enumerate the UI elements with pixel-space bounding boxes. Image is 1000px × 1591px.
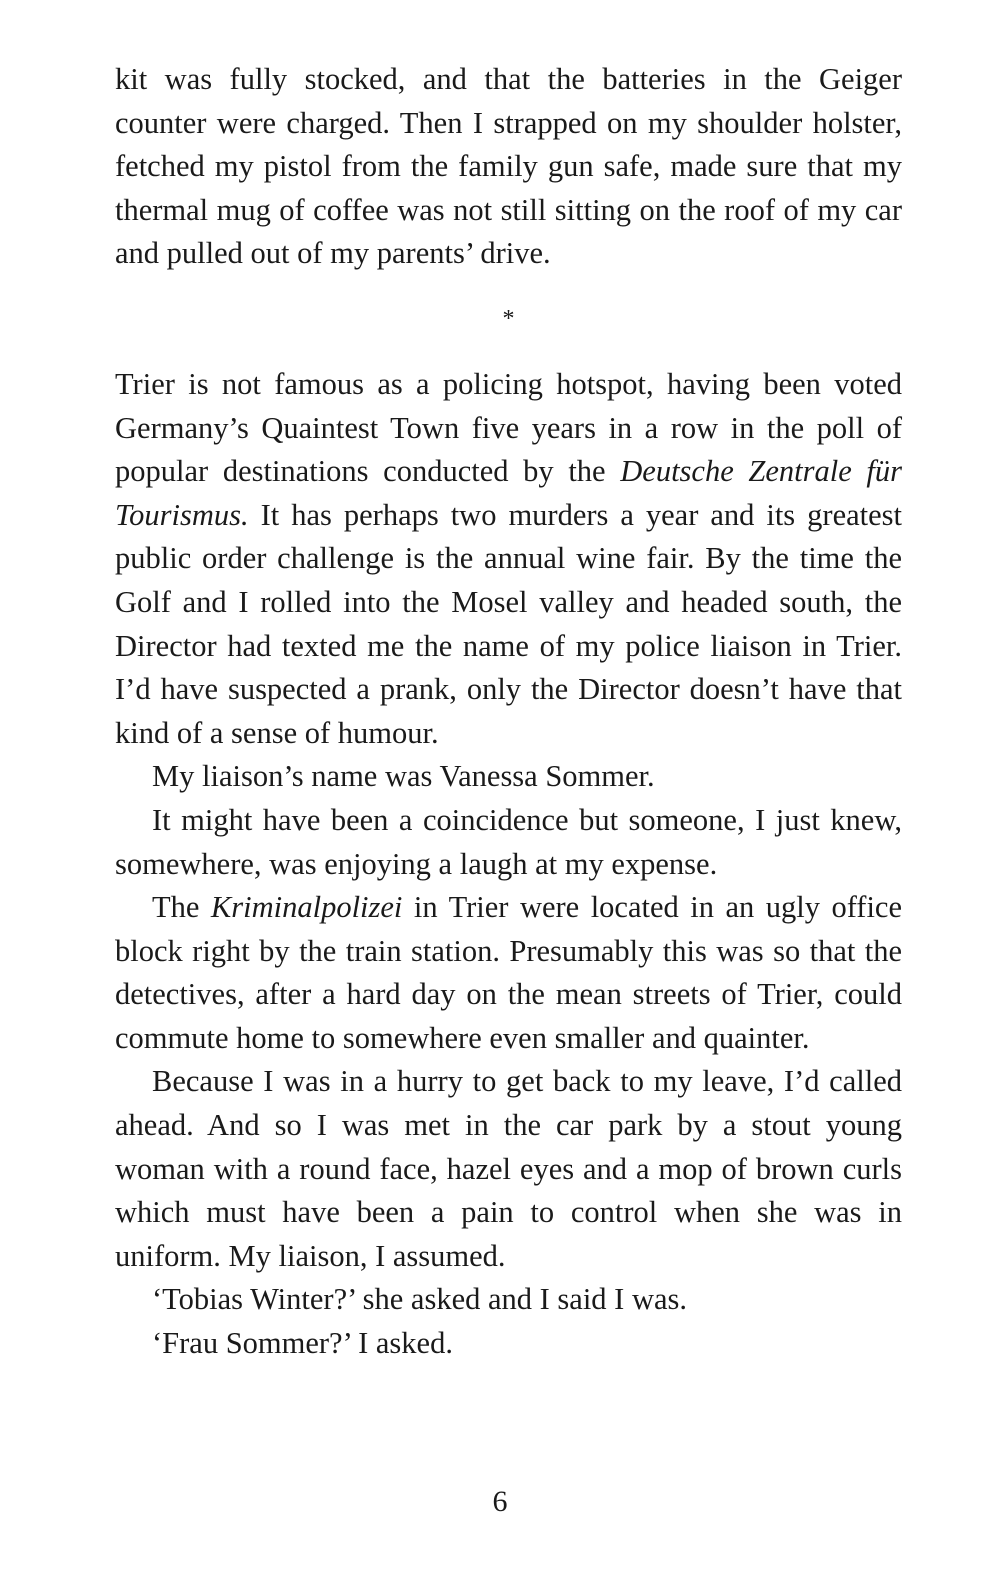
italic-term-tourism-board: Deutsche Zentrale für Tourismus. bbox=[115, 454, 902, 532]
paragraph-kriminalpolizei bbox=[115, 886, 902, 1060]
paragraph-text: ‘Tobias Winter?’ she asked and I said I was. bbox=[152, 1282, 688, 1317]
paragraph-text: Because I was in a hurry to get back to my leave, I’d called ahead. And so I was met in the car park by a stout young woman with a round face, hazel eyes and a mop of brown curls which must have been a pain to control when she was in uniform. My liaison, I assumed. bbox=[115, 1064, 902, 1273]
page-number: 6 bbox=[492, 1485, 508, 1518]
paragraph-text: It might have been a coincidence but someone, I just knew, somewhere, was enjoying a laugh at my expense. bbox=[115, 802, 902, 881]
paragraph-liaison-name bbox=[115, 755, 902, 799]
paragraph-text: My liaison’s name was Vanessa Sommer. bbox=[152, 759, 655, 794]
italic-term-kriminalpolizei: Kriminalpolizei bbox=[210, 890, 403, 925]
paragraph-text: The bbox=[152, 890, 211, 925]
page-body bbox=[115, 58, 902, 1366]
paragraph-text: in Trier were located in an ugly office block right by the train station. Presumably this was so that the detectives, after a hard day on the mean streets of Trier, could commute home to somewhere even smaller and quainter. bbox=[115, 890, 903, 1055]
paragraph-dialogue-sommer bbox=[115, 1322, 902, 1366]
paragraph-coincidence bbox=[115, 799, 902, 886]
paragraph-trier-intro bbox=[115, 363, 902, 755]
paragraph-text: It has perhaps two murders a year and its greatest public order challenge is the annual wine fair. By the time the Golf and I rolled into the Mosel valley and headed south, the Director had texted me the name of my police liaison in Trier. I’d have suspected a prank, only the Director doesn’t have that kind of a sense of humour. bbox=[115, 497, 902, 750]
paragraph-dialogue-tobias bbox=[115, 1278, 902, 1322]
paragraph-text: kit was fully stocked, and that the batteries in the Geiger counter were charged. Then I strapped on my shoulder holster, fetched my pistol from the family gun safe, made sure that my thermal mug of coffee was not still sitting on the roof of my car and pulled out of my parents’ drive. bbox=[115, 62, 902, 271]
scene-break-asterisk: * bbox=[502, 305, 515, 332]
paragraph-text: Trier is not famous as a policing hotspot, having been voted Germany’s Quaintest Town five years in a row in the poll of popular destinations conducted by the bbox=[115, 366, 902, 489]
paragraph-called-ahead bbox=[115, 1060, 902, 1278]
paragraph-text: ‘Frau Sommer?’ I asked. bbox=[152, 1326, 453, 1361]
paragraph-continued bbox=[115, 58, 902, 276]
